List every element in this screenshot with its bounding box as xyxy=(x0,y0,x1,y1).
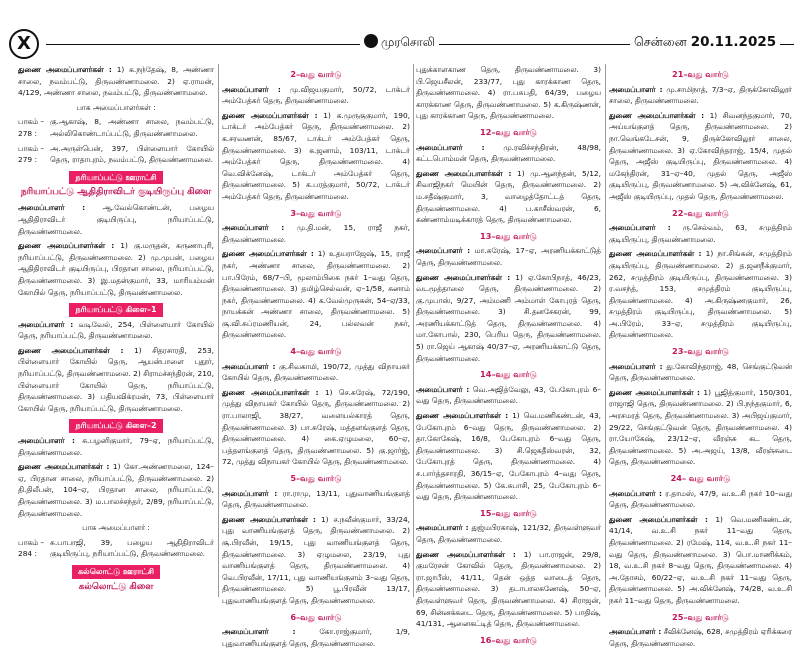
entry-label: துணை அமைப்பாளர்கள் : xyxy=(18,345,124,355)
entry-text: ஆ.வேல்கொண்டன், பழைய ஆதிதிராவிடர் குடியிருப்பு, நரியாப்பட்டு, திருவண்ணாமலை. xyxy=(18,203,214,236)
entry xyxy=(416,245,601,268)
ward-heading: 21–வது வார்டு xyxy=(672,69,729,79)
ward-heading: 23–வது வார்டு xyxy=(672,346,729,357)
entry-label: துணை அமைப்பாளர்கள் : xyxy=(609,110,705,120)
entry-label: அமைப்பாளர் : xyxy=(609,361,663,371)
entry-label: துணை அமைப்பாளர்கள் : xyxy=(18,241,115,251)
entry xyxy=(18,202,214,237)
panchayat-banner: நரியாப்பட்டு ஊராட்சி xyxy=(69,171,162,185)
ward-heading: 16–வது வார்டு xyxy=(480,634,537,645)
entry-text: 1) ஏ.கோபிநாத், 46/23, வடமூத்தாலை தெரு, திருவண்ணாமலை. 2) கு.முபாஸ், 9/27, அம்மணி அம்மாள் கோபுரத் தெரு, திருவண்ணாமலை. 3) சி.தனசேகரன், 99, அரணியக்காட்டுத் தெரு, திருவண்ணாமலை. 4) மா.கோபால், 230, பெரிய தெரு, திருவண்ணாமலை. 5) ரா.ஜெய் ஆகாஷ் 40/37–ஏ, அரணியக்காட்டு தெரு, திருவண்ணாமலை. xyxy=(416,272,601,363)
booth-row xyxy=(18,143,214,166)
entry xyxy=(222,514,410,607)
entry-label: துணை அமைப்பாளர்கள் : xyxy=(18,65,112,74)
entry-text: துஜ்மபிரகாஷ், 121/32, திருவள்ளுவர் தெரு, திருவண்ணாமலை. xyxy=(416,523,601,544)
entry-text: 1) செ.சுரேஷ், 72/190, முத்து விநாயகர் கோயில் தெரு, திருவண்ணாமலை. 2) ரா.பாலாஜி, 38/27, வளையல்காரத் தெரு, திருவண்ணாமலை. 3) பா.சுரேஷ், மத்தளங்குளத் தெரு, திருவண்ணாமலை. 4) கை.ஏழுமலை, 60–ஏ, பத்தளங்குளத் தெரு, திருவண்ணாமலை. 5) கு.ஜார்ஜ், 72, முத்து விநாயகர் கோயில் தெரு, திருவண்ணாமலை. xyxy=(222,387,410,467)
entry-label: அமைப்பாளர் : xyxy=(609,84,663,94)
entry-text: மு.ரவிச்சந்திரன், 48/98, கட்டபொம்மன் தெரு, திருவண்ணாமலை. xyxy=(416,142,602,164)
entry-text: வடிவேல், 254, பிள்ளையார் கோயில் தெரு, நரியாப்பட்டு, திருவண்ணாமலை. xyxy=(18,319,214,341)
entry xyxy=(18,319,214,342)
entry xyxy=(18,64,214,99)
entry-label: அமைப்பாளர் : xyxy=(416,384,470,394)
entry xyxy=(222,248,410,341)
section-subheading: பாக அமைப்பாளர்கள் : xyxy=(76,102,156,112)
ward-heading: 12–வது வார்டு xyxy=(480,126,537,137)
entry-label: அமைப்பாளர் : xyxy=(18,203,86,213)
ward-heading: 2–வது வார்டு xyxy=(290,69,342,79)
entry xyxy=(18,240,214,298)
column-2 xyxy=(222,64,411,648)
column-divider xyxy=(605,64,606,597)
branch-banner: நரியாப்பட்டு கிளை–2 xyxy=(69,419,162,433)
entry xyxy=(609,84,792,107)
booth-person: கு.ஆகாஷ், 8, அண்ணா சாலை, நவம்பட்டு, அல்லிகொண்டாப்பட்டு, திருவண்ணாமலை. xyxy=(50,117,214,138)
entry-text: மு.சாமிநாத், 7/3–ஏ, திருக்கோவிலூர் சாலை, திருவண்ணாமலை. xyxy=(609,84,793,106)
entry-label: அமைப்பாளர் : xyxy=(416,523,469,533)
entry-label: துணை அமைப்பாளர்கள் : xyxy=(416,411,509,421)
entry-label: துணை அமைப்பாளர்கள் : xyxy=(416,272,511,282)
page-header xyxy=(0,0,800,66)
booth-number: பாகம் –279 : xyxy=(18,143,45,165)
city-name: சென்னை xyxy=(634,34,687,49)
column-4 xyxy=(609,64,793,648)
entry-label: அமைப்பாளர் : xyxy=(18,319,74,329)
column-1 xyxy=(18,64,214,597)
entry-text: 1) வெ.மணிகண்டன், 41/14, வ.உ.சி நகர் 11–வது தெரு, திருவண்ணாமலை. 2) ரமேஷ், 114, வ.உ.சி நகர் 11–வது தெரு, திருவண்ணாமலை. 3) பொ.மாணிக்கம், 18, வ.உ.சி நகர் 8–வது தெரு, திருவண்ணாமலை. 4) அ.தோசம், 60/22–ஏ, வ.உ.சி நகர் 11–வது தெரு, திருவண்ணாமலை. 5) அ.விக்னேஷ், 74/28, வ.உ.சி நகர் 11–வது தெரு, திருவண்ணாமலை. xyxy=(609,514,792,605)
ward-heading: 25–வது வார்டு xyxy=(672,611,729,622)
entry-label: அமைப்பாளர் : xyxy=(18,436,75,446)
entry-label: துணை அமைப்பாளர்கள் : xyxy=(222,110,318,120)
entry xyxy=(416,549,601,630)
entry xyxy=(609,110,792,203)
entry xyxy=(222,488,410,511)
entry xyxy=(18,345,214,415)
entry-label: அமைப்பாளர் : xyxy=(609,627,662,637)
ward-heading: 6–வது வார்டு xyxy=(290,611,342,622)
entry-text: ரா.ராமு, 13/11, புதுவாணியங்குளத் தெரு, திருவண்ணாமலை. xyxy=(222,488,410,510)
entry-text: வெ.அஜித்வேலு, 43, பேகோபுரம் 6–வது தெரு, திருவண்ணாமலை. xyxy=(416,384,601,406)
entry-text: 1) சிவனந்தகுமார், 70, அய்யங்குளத் தெரு, திருவண்ணாமலை. 2) நா.வெங்கடேசன், 9, திருக்கோவிலூர் சாலை, திருவண்ணாமலை. 3) ஏ.கோவிந்தராஜ், 15/4, முதல் தெரு, அஜீஸ் குடியிருப்பு, திருவண்ணாமலை. 4) மகேந்திரன், 31–ஏ–40, முதல் தெரு, அஜீஸ் குடியிருப்பு, திருவண்ணாமலை. 5) அ.விக்னேஷ், 61, அஜீஸ் குடியிருப்பு, முதல் தெரு, திருவண்ணாமலை. xyxy=(609,110,792,201)
entry-label: அமைப்பாளர் : xyxy=(222,84,281,94)
entry-text: 1) பூஜித்குமார், 150/301, ராஜாஜி தெரு, திருவண்ணாமலை. 2) பி.நந்தகுமார், 6, அரசமரத் தெரு, திருவண்ணாமலை. 3) அபிஜய்குமார், 29/22, செங்குட்டுவன் தெரு, திருவண்ணாமலை. 4) ரா.யோகேஷ், 23/12–ஏ, வீரஞ்சு கட தெரு, திருவண்ணாமலை. 5) அ.அஜய், 13/8, வீரஞ்சுடை தெரு, திருவண்ணாமலை. xyxy=(609,387,792,467)
logo-text: முரசொலி xyxy=(381,35,435,49)
entry-label: துணை அமைப்பாளர்கள் : xyxy=(609,514,708,524)
entry-label: துணை அமைப்பாளர்கள் : xyxy=(416,549,516,559)
entry-label: அமைப்பாளர் : xyxy=(609,488,662,498)
entry xyxy=(416,64,601,122)
branch-heading: கல்லொட்டு கிளை xyxy=(78,581,154,592)
column-divider xyxy=(413,64,414,597)
entry xyxy=(609,248,792,341)
entry xyxy=(222,110,410,203)
entry-text: ர.தாமஸ், 47/9, வ.உ.சி நகர் 10–வது தெரு, திருவண்ணாமலை. xyxy=(609,488,792,510)
ward-heading: 5–வது வார்டு xyxy=(290,473,342,483)
entry-label: அமைப்பாளர் : xyxy=(222,223,285,233)
entry xyxy=(416,142,601,165)
entry-label: துணை அமைப்பாளர்கள் : xyxy=(18,462,110,472)
entry xyxy=(416,522,601,545)
entry xyxy=(609,361,792,384)
entry-text: 1) க.நந்தேஷ், 8, அண்ணா சாலை, நவம்பட்டு, திருவண்ணாமலை. 2) ஏ.ராமன், 4/129, அண்ணா சாலை, நவம்பட்டு, திருவண்ணாமலை. xyxy=(18,65,214,98)
entry xyxy=(416,384,601,407)
entry-text: 1) க.முருகுகுமார், 190, டாக்டர் அம்பேத்கர் தெரு, திருவண்ணாமலை. 2) க.சரவணன், 85/67, டாக்டர் அம்பேத்கர் தெரு, திருவண்ணாமலை. 3) க.ஜனாம், 103/11, டாக்டர் அம்பேத்கர் தெரு, திருவண்ணாமலை. 4) வெ.விக்னேஷ், டாக்டர் அம்பேத்கர் தெரு, திருவண்ணாமலை. 5) க.பரத்குமார், 50/72, டாக்டர் அம்பேத்கர் தெரு, திருவண்ணாமலை. xyxy=(222,110,410,201)
entry-text: 1) கோ.அண்ணாமலை, 124–ஏ, பிரதான சாலை, நரியாப்பட்டு, திருவண்ணாமலை. 2) தி.திலீபன், 104–ஏ, பிரதான சாலை, நரியாப்பட்டு, திருவண்ணாமலை. 3) ம.பாலச்சந்தர், 2/89, நரியாப்பட்டு, திருவண்ணாமலை. xyxy=(18,462,214,518)
entry-label: துணை அமைப்பாளர்கள் : xyxy=(416,168,512,178)
entry-label: துணை அமைப்பாளர்கள் : xyxy=(222,514,317,524)
booth-number: பாகம் –284 : xyxy=(18,537,45,559)
ward-heading: 13–வது வார்டு xyxy=(480,230,537,241)
entry xyxy=(609,222,792,245)
section-subheading: பாக அமைப்பாளர் : xyxy=(82,523,150,533)
ward-heading: 15–வது வார்டு xyxy=(480,507,537,518)
newspaper-logo xyxy=(360,34,439,51)
entry-label: துணை அமைப்பாளர்கள் : xyxy=(609,387,700,397)
x-badge-icon: X xyxy=(9,29,39,59)
entry-text: 1) மு.ஆனந்தன், 5/12, சிவாஜிநகர் மெயின் தெரு, திருவண்ணாமலை. 2) ம.சதீஷ்குமார், 3, வாழைத்தோட்டத் தெரு, திருவண்ணாமலை. 4) ப.காசீஸ்வரன், 6, கண்ணாம்மடிக்காரத் தெரு, திருவண்ணாமலை. xyxy=(416,168,601,225)
entry-text: 1) பா.ராஜன், 29/8, குமரேசன் கோவில் தெரு, திருவண்ணாமலை. 2) ரா.ஜாபீஸ், 41/11, தென் ஒத்த வாடைத் தெரு, திருவண்ணாமலை. 3) தடாபாலகணேஷ், 50–ஏ, திருவள்ளுவர் தெரு, திருவண்ணாமலை. 4) சிராஜன், 69, சின்னக்கடை தெரு, திருவண்ணாமலை. 5) பாதிஷ், 41/131, ஆனைகட்டித் தெரு, திருவண்ணாமலை. xyxy=(416,549,601,629)
entry-label: அமைப்பாளர் : xyxy=(609,223,671,233)
entry xyxy=(222,626,410,649)
entry-text: 1) வெ.மணிகண்டன், 43, பேகோபுரம் 6–வது தெரு, திருவண்ணாமலை. 2) தா.கோகேஷ், 16/8, பேகோபுரம் 6–வது தெரு, திருவண்ணாமலை. 3) சி.ஜெகதீஸ்வரன், 32, பேகோபுரத் தெரு, திருவண்ணாமலை. 4) ச.பார்த்தசாரதி, 36/15–ஏ, பேகோபுரம் 4–வது தெரு, திருவண்ணாமலை. 5) கே.சுபாசி, 25, பேகோபுரம் 6–வது தெரு, திருவண்ணாமலை. xyxy=(416,411,601,502)
entry-label: துணை அமைப்பாளர்கள் : xyxy=(222,249,314,259)
entry xyxy=(609,488,792,511)
booth-person: அ.அருள்பென், 397, பிள்ளையார் கோயில் தெரு, ராதாபுரம், நவம்பட்டு, திருவண்ணாமலை. xyxy=(50,143,214,165)
entry xyxy=(609,387,792,468)
panchayat-banner: கல்லொட்டு ஊராட்சி xyxy=(72,565,160,579)
ward-heading: 24– வது வார்டு xyxy=(670,473,731,483)
entry-label: அமைப்பாளர் : xyxy=(416,246,471,256)
entry-label: அமைப்பாளர் : xyxy=(222,488,278,498)
booth-row xyxy=(18,537,214,560)
entry-text: ரு.செல்வம், 63, சமுத்திரம் குடியிருப்பு, திருவண்ணாமலை. xyxy=(609,223,792,244)
entry-label: துணை அமைப்பாளர்கள் : xyxy=(222,387,319,397)
entry-text: மு.தி.மன், 15, ராஜீ நகர், திருவண்ணாமலை. xyxy=(222,223,410,244)
entry xyxy=(18,435,214,458)
entry-text: புதுக்காளகாண தெரு, திருவண்ணாமலை. 3) பி.ஜெயசீலன், 233/77, புது காரக்காண தெரு, திருவண்ணாமலை. 4) ரா.பசுபதி, 64/39, பழைய காரக்காண தெரு, திருவண்ணாமலை. 5) க.கிருஷ்ணன், புது காரக்காண தெரு, திருவண்ணாமலை. xyxy=(416,65,601,121)
issue-date: 20.11.2025 xyxy=(690,34,777,50)
entry-text: மா.சுரேஷ், 17–ஏ, அரணியக்காட்டுத் தெரு, திருவண்ணாமலை. xyxy=(416,246,602,267)
entry-text: கோ.ராஜ்குமார், 1/9, புதுவாணியங்குளத் தெரு, திருவண்ணாமலை. xyxy=(222,627,410,648)
booth-number: பாகம் –278 : xyxy=(18,117,45,138)
entry-text: 1) உதயராஜேஷ், 15, ராஜீ நகர், அண்ணா சாலை, திருவண்ணாமலை. 2) பா.பிரேம், 68/7–பி, மூலாம்பிகை நகர் 1–வது தெரு, திருவண்ணாமலை. 3) தமிழ்செல்வன், ஏ–1/58, சுனாம் நகர், திருவண்ணாமலை. 4) க.வேல்முருகன், 54–ஏ/33, நாயக்கன் அண்ணா சாலை, திருவண்ணாமலை. 5) சூ.வி.சுப்ரமணியன், 24, பல்லவன் நகர், திருவண்ணாமலை. xyxy=(222,249,410,340)
sun-logo-icon xyxy=(364,34,378,48)
entry-text: து.கோவிந்தராஜ், 48, செங்குட்டுவன் தெரு, திருவண்ணாமலை. xyxy=(609,361,792,383)
entry-text: சு.பழனிகுமார், 79–ஏ, நரியாப்பட்டு, திருவண்ணாமலை. xyxy=(18,436,214,457)
entry-text: 1) கு.மருதன், கருணாபுரி, நரியாப்பட்டு, திருவண்ணாமலை. 2) மு.முபன், பழைய ஆதிதிராவிடர் குடியிருப்பு, பிரதான சாலை, நரியாப்பட்டு, திருவண்ணாமலை. 3) இ.மதன்குமார், 33, மாரியம்மன் கோயில் தெரு, நரியாப்பட்டு, திருவண்ணாமலை. xyxy=(18,241,214,297)
ward-heading: 4–வது வார்டு xyxy=(290,346,342,357)
dateline xyxy=(630,34,780,51)
entry xyxy=(609,514,792,607)
entry-label: அமைப்பாளர் : xyxy=(222,361,276,371)
ward-heading: 22–வது வார்டு xyxy=(672,207,729,218)
entry xyxy=(416,272,601,365)
branch-banner: நரியாப்பட்டு கிளை–1 xyxy=(69,303,162,317)
entry-text: 1) சிதரசாரதி, 253, பிள்ளையார் கோயில் தெரு, ஆயன்பாளை புதூர், நரியாப்பட்டு, திருவண்ணாமலை. 2) சிராமச்சந்திரன், 210, பிள்ளையார் கோயில் தெரு, நரியாப்பட்டு, திருவண்ணாமலை. 3) பதியவிக்ரமன், 73, பிள்ளையார் கோயில் தெரு, நரியாப்பட்டு, திருவண்ணாமலை. xyxy=(18,345,214,413)
entry xyxy=(416,168,601,226)
branch-heading: நரியாப்பட்டு ஆதிதிராவிடர் குடியிருப்பு கிளை xyxy=(20,187,212,198)
entry-label: துணை அமைப்பாளர்கள் : xyxy=(609,249,702,259)
column-divider xyxy=(218,64,219,597)
entry xyxy=(222,387,410,468)
entry-label: அமைப்பாளர் : xyxy=(222,627,296,637)
entry-text: மு.விஜயகுமார், 50/72, டாக்டர் அம்பேத்கர் தெரு, திருவண்ணாமலை. xyxy=(222,84,410,106)
entry xyxy=(609,626,792,649)
entry xyxy=(18,461,214,519)
entry-label: அமைப்பாளர் : xyxy=(416,142,485,152)
entry xyxy=(222,361,410,384)
entry xyxy=(222,84,410,107)
booth-row xyxy=(18,116,214,139)
booth-person: சு.பாபாஜி, 39, பழைய ஆதிதிராவிடர் குடியிருப்பு, நரியாப்பட்டு, திருவண்ணாமலை. xyxy=(50,537,214,559)
ward-heading: 3–வது வார்டு xyxy=(290,207,342,218)
entry xyxy=(222,222,410,245)
entry xyxy=(416,410,601,503)
ward-heading: 14–வது வார்டு xyxy=(480,369,537,380)
entry-text: சீவிக்னேஷ், 628, சமுத்திரம் ஏரிக்கரை தெரு, திருவண்ணாமலை. xyxy=(609,627,792,648)
entry-text: 1) நா.சிங்கன், சமுத்திரம் குடியிருப்பு, திருவண்ணாமலை. 2) த.ஜனநீக்குமார், 262, சமுத்திரம் குடியிருப்பு, திருவண்ணாமலை. 3) ர.வசந்த், 153, சமுத்திரம் குடியிருப்பு, திருவண்ணாமலை. 4) அ.கிருஷ்ணகுமார், 26, சமுத்திரம் குடியிருப்பு, திருவண்ணாமலை. 5) அ.பிரேம், 33–ஏ, சமுத்திரம் குடியிருப்பு, திருவண்ணாமலை. xyxy=(609,249,792,340)
entry-text: 1) ச.நவீன்குமார், 33/24, புது வாணியங்குளத் தெரு, திருவண்ணாமலை. 2) சூ.பிரவீன், 19/15, புது வாணியங்குளத் தெரு, திருவண்ணாமலை. 3) ஏழுமலை, 23/19, புது வாணியங்குளத் தெரு, திருவண்ணாமலை. 4) வெ.பிரவீன், 17/11, புது வாணியங்குளம் 3–வது தெரு, திருவண்ணாமலை. 5) பூ.பிரவீன் 13/17, புதுவாணியங்குளத் தெரு, திருவண்ணாமலை. xyxy=(222,514,410,605)
entry-text: கு.சிவகாமி, 190/72, முத்து விநாயகர் கோயில் தெரு, திருவண்ணாமலை. xyxy=(222,361,411,383)
column-3 xyxy=(416,64,602,645)
